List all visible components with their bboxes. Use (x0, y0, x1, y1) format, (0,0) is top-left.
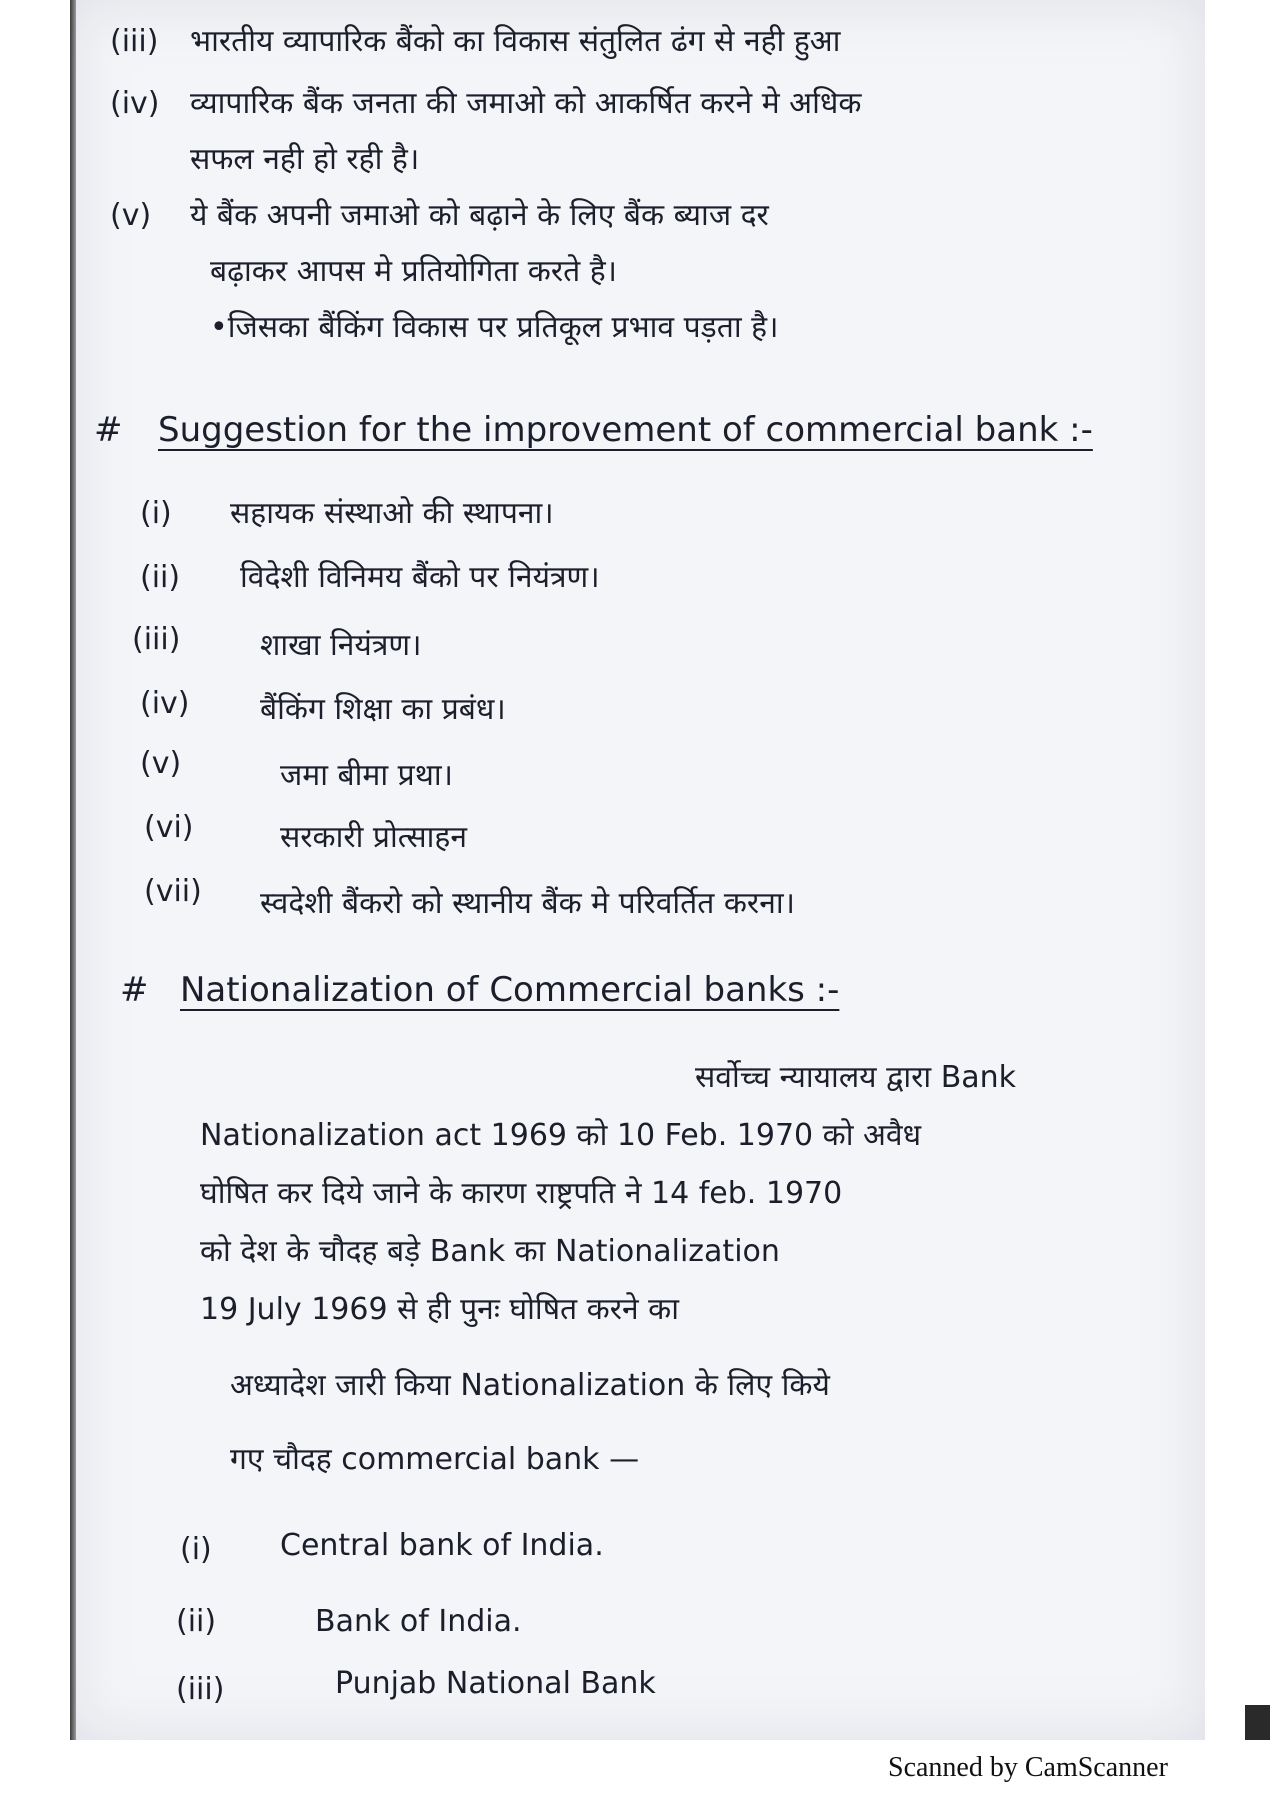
list-item: सरकारी प्रोत्साहन (280, 820, 467, 855)
list-number: (ii) (176, 1604, 217, 1639)
paragraph-line: अध्यादेश जारी किया Nationalization के लिए किये (230, 1368, 830, 1403)
section-hash: # (94, 410, 123, 450)
list-item: ये बैंक अपनी जमाओ को बढ़ाने के लिए बैंक ब्याज दर (190, 198, 769, 233)
list-item-continuation: बढ़ाकर आपस मे प्रतियोगिता करते है। (210, 254, 618, 289)
paragraph-line: 19 July 1969 से ही पुनः घोषित करने का (200, 1292, 679, 1327)
list-number: (v) (140, 746, 182, 781)
list-number: (iii) (176, 1672, 225, 1707)
list-number: (v) (110, 198, 152, 233)
list-item: शाखा नियंत्रण। (260, 628, 422, 663)
list-number: (iii) (110, 24, 159, 59)
list-item-continuation: सफल नही हो रही है। (190, 142, 420, 177)
list-number: (vi) (144, 810, 194, 845)
list-item: व्यापारिक बैंक जनता की जमाओ को आकर्षित करने मे अधिक (190, 86, 862, 121)
list-number: (i) (180, 1532, 212, 1567)
bank-name: Central bank of India. (280, 1528, 604, 1563)
page-corner-shadow (1245, 1705, 1270, 1740)
list-item: सहायक संस्थाओ की स्थापना। (230, 496, 554, 531)
list-item: भारतीय व्यापारिक बैंको का विकास संतुलित ढंग से नही हुआ (190, 24, 841, 59)
list-item: स्वदेशी बैंकरो को स्थानीय बैंक मे परिवर्तित करना। (260, 886, 795, 921)
section-hash: # (120, 970, 149, 1010)
scanner-watermark: Scanned by CamScanner (888, 1752, 1168, 1783)
section-heading-nationalization: Nationalization of Commercial banks :- (180, 970, 840, 1010)
list-number: (i) (140, 496, 172, 531)
paragraph-line: को देश के चौदह बड़े Bank का Nationalization (200, 1234, 780, 1269)
paragraph-line: Nationalization act 1969 को 10 Feb. 1970 को अवैध (200, 1118, 922, 1153)
section-heading-suggestion: Suggestion for the improvement of commercial bank :- (158, 410, 1093, 450)
list-item: जमा बीमा प्रथा। (280, 758, 454, 793)
list-number: (ii) (140, 560, 181, 595)
list-number: (iii) (132, 622, 181, 657)
list-number: (vii) (144, 874, 202, 909)
paragraph-line: गए चौदह commercial bank — (230, 1442, 640, 1477)
bank-name: Punjab National Bank (335, 1666, 656, 1701)
notebook-page (70, 0, 1205, 1740)
list-item: विदेशी विनिमय बैंको पर नियंत्रण। (240, 560, 600, 595)
list-item: बैंकिंग शिक्षा का प्रबंध। (260, 692, 506, 727)
paragraph-line: घोषित कर दिये जाने के कारण राष्ट्रपति ने 14 feb. 1970 (200, 1176, 843, 1211)
page-binding-edge (70, 0, 76, 1740)
list-number: (iv) (140, 686, 190, 721)
list-number: (iv) (110, 86, 160, 121)
bank-name: Bank of India. (315, 1604, 522, 1639)
paragraph-line: सर्वोच्च न्यायालय द्वारा Bank (695, 1060, 1017, 1095)
list-item-continuation: •जिसका बैंकिंग विकास पर प्रतिकूल प्रभाव पड़ता है। (210, 310, 779, 345)
